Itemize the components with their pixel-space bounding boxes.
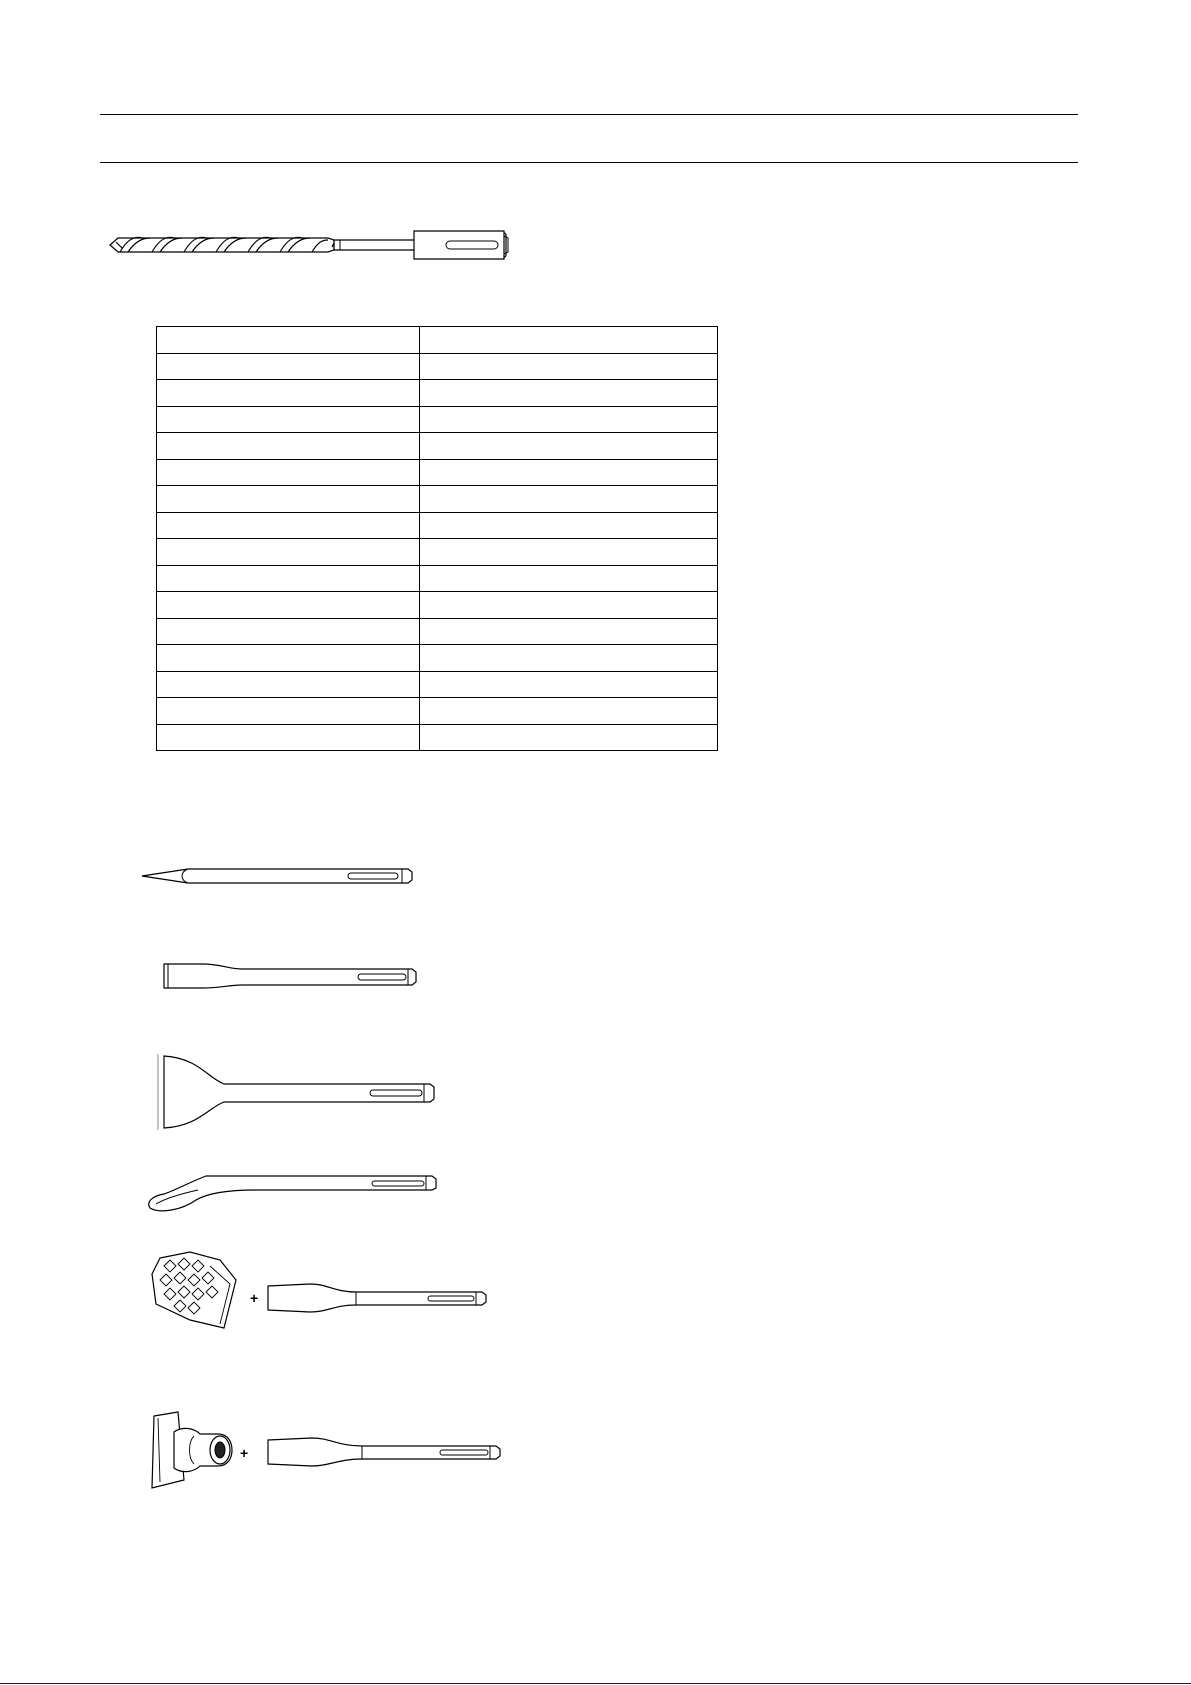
header-top-rule <box>100 114 1078 115</box>
table-row <box>157 698 718 725</box>
table-cell-value <box>420 565 718 592</box>
table-cell-value <box>420 406 718 433</box>
table-cell-label <box>157 618 420 645</box>
table-cell-label <box>157 327 420 354</box>
table-cell-value <box>420 327 718 354</box>
table-cell-value <box>420 433 718 460</box>
plus-sign: + <box>250 1290 259 1306</box>
table-cell-value <box>420 486 718 513</box>
table-row <box>157 380 718 407</box>
table-row <box>157 724 718 751</box>
table-row <box>157 353 718 380</box>
table-cell-value <box>420 671 718 698</box>
table-cell-label <box>157 353 420 380</box>
table-row <box>157 592 718 619</box>
plus-sign: + <box>240 1445 249 1461</box>
table-cell-value <box>420 539 718 566</box>
table-cell-label <box>157 724 420 751</box>
wide-chisel-icon <box>158 1054 436 1130</box>
table-cell-label <box>157 592 420 619</box>
table-cell-label <box>157 380 420 407</box>
table-cell-value <box>420 353 718 380</box>
table-cell-label <box>157 459 420 486</box>
table-cell-label <box>157 486 420 513</box>
shank-adapter-icon <box>266 1282 488 1314</box>
table-row <box>157 539 718 566</box>
table-cell-label <box>157 406 420 433</box>
sds-drill-bit-icon <box>108 228 510 262</box>
table-row <box>157 433 718 460</box>
table-row <box>157 327 718 354</box>
bush-hammer-head-icon <box>150 1250 242 1330</box>
gouge-chisel-icon <box>146 1168 440 1214</box>
table-cell-label <box>157 565 420 592</box>
tamper-plate-icon <box>148 1410 234 1490</box>
table-cell-value <box>420 380 718 407</box>
table-row <box>157 565 718 592</box>
pointed-chisel-icon <box>140 864 414 888</box>
table-cell-label <box>157 433 420 460</box>
table-cell-value <box>420 645 718 672</box>
table-cell-value <box>420 724 718 751</box>
table-cell-value <box>420 618 718 645</box>
page-bottom-edge <box>0 1683 1191 1684</box>
shank-adapter-icon <box>266 1436 502 1468</box>
table-row <box>157 618 718 645</box>
table-row <box>157 512 718 539</box>
table-cell-label <box>157 698 420 725</box>
table-cell-value <box>420 512 718 539</box>
table-cell-label <box>157 539 420 566</box>
table-cell-label <box>157 645 420 672</box>
flat-chisel-icon <box>162 962 418 990</box>
table-row <box>157 459 718 486</box>
header-bottom-rule <box>100 162 1078 163</box>
spec-table <box>156 326 718 751</box>
table-row <box>157 406 718 433</box>
table-cell-label <box>157 671 420 698</box>
table-row <box>157 486 718 513</box>
table-cell-value <box>420 698 718 725</box>
table-row <box>157 645 718 672</box>
table-row <box>157 671 718 698</box>
table-cell-label <box>157 512 420 539</box>
table-cell-value <box>420 592 718 619</box>
table-cell-value <box>420 459 718 486</box>
